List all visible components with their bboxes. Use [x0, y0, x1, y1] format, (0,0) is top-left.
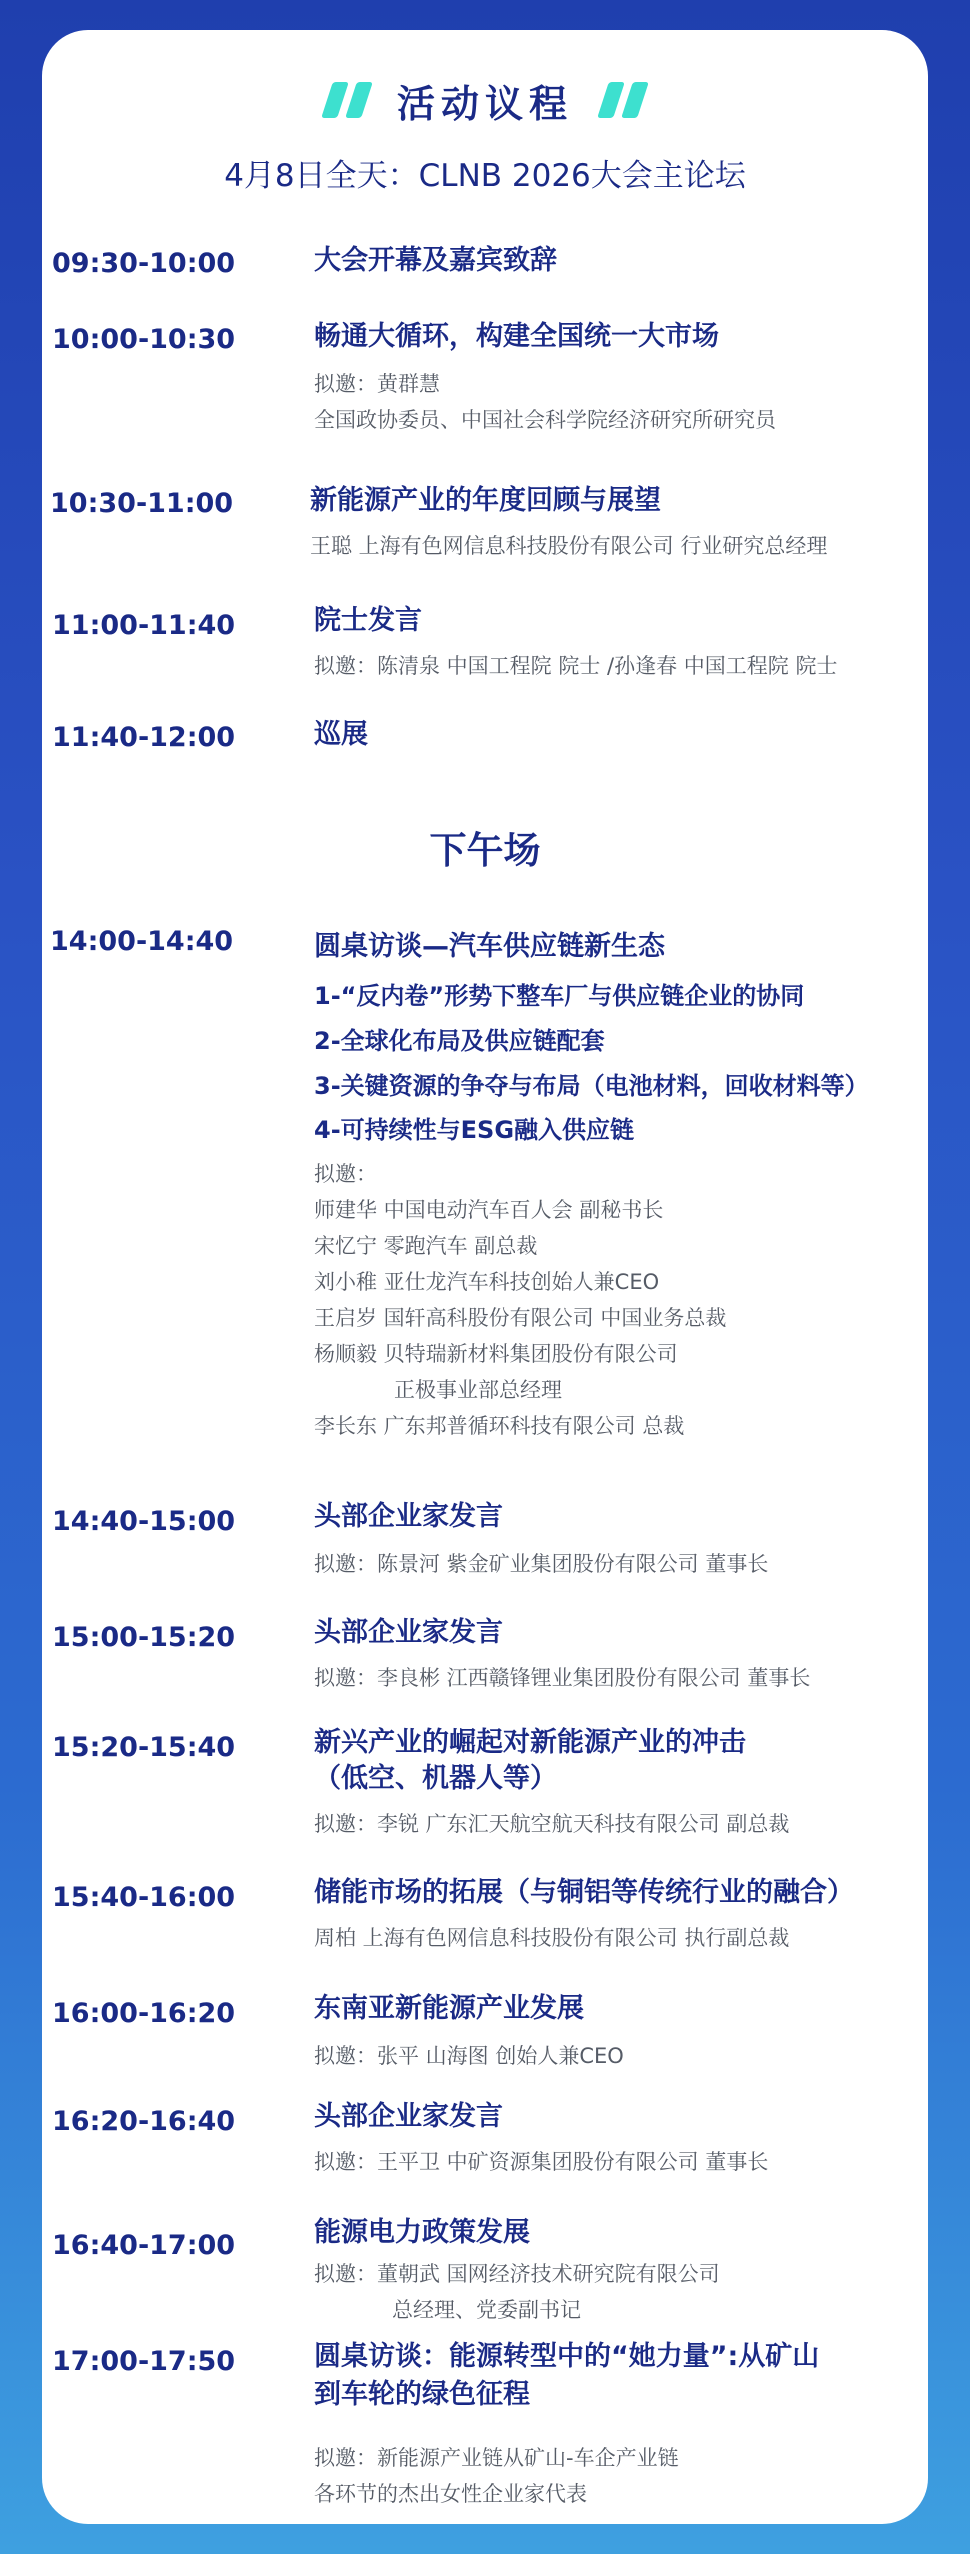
agenda-detail: 师建华 中国电动汽车百人会 副秘书长	[314, 1198, 664, 1222]
agenda-topic: 新兴产业的崛起对新能源产业的冲击	[314, 1727, 746, 1758]
agenda-detail: 拟邀：张平 山海图 创始人兼CEO	[314, 2044, 624, 2068]
left-slash-decoration	[327, 82, 367, 118]
agenda-time: 15:20-15:40	[52, 1732, 236, 1763]
right-slash-decoration	[603, 82, 643, 118]
agenda-subtopic: 2-全球化布局及供应链配套	[314, 1027, 605, 1055]
agenda-subtitle: 4月8日全天：CLNB 2026大会主论坛	[224, 158, 746, 194]
agenda-subtopic: 1-“反内卷”形势下整车厂与供应链企业的协同	[314, 982, 805, 1010]
agenda-title: 活动议程	[396, 81, 573, 126]
agenda-time: 16:20-16:40	[52, 2106, 236, 2137]
agenda-detail: 拟邀：王平卫 中矿资源集团股份有限公司 董事长	[314, 2150, 769, 2174]
agenda-time: 14:00-14:40	[50, 926, 234, 957]
agenda-topic: 能源电力政策发展	[314, 2217, 530, 2248]
agenda-detail: 拟邀：	[314, 1162, 377, 1186]
agenda-topic: 储能市场的拓展（与铜铝等传统行业的融合）	[314, 1877, 854, 1908]
agenda-header	[42, 70, 928, 195]
agenda-detail: 总经理、党委副书记	[392, 2298, 581, 2322]
agenda-detail: 杨顺毅 贝特瑞新材料集团股份有限公司	[314, 1342, 678, 1366]
agenda-detail: 拟邀：李锐 广东汇天航空航天科技有限公司 副总裁	[314, 1812, 790, 1836]
agenda-topic: 东南亚新能源产业发展	[314, 1993, 584, 2024]
agenda-time: 15:40-16:00	[52, 1882, 236, 1913]
agenda-detail: 拟邀：李良彬 江西赣锋锂业集团股份有限公司 董事长	[314, 1666, 811, 1690]
agenda-topic: 头部企业家发言	[314, 1501, 503, 1532]
agenda-topic: 头部企业家发言	[314, 2101, 503, 2132]
agenda-detail: 王聪 上海有色网信息科技股份有限公司 行业研究总经理	[310, 534, 828, 558]
agenda-topic: 巡展	[314, 719, 368, 750]
agenda-time: 14:40-15:00	[52, 1506, 236, 1537]
agenda-subtopic: 3-关键资源的争夺与布局（电池材料，回收材料等）	[314, 1072, 869, 1100]
agenda-topic: 大会开幕及嘉宾致辞	[314, 245, 557, 276]
agenda-time: 11:00-11:40	[52, 610, 236, 641]
agenda-detail: 全国政协委员、中国社会科学院经济研究所研究员	[314, 408, 776, 432]
agenda-detail: 拟邀：新能源产业链从矿山-车企产业链	[314, 2446, 679, 2470]
agenda-topic-line-2: 到车轮的绿色征程	[314, 2379, 530, 2410]
agenda-time: 16:40-17:00	[52, 2230, 236, 2261]
agenda-time: 17:00-17:50	[52, 2346, 236, 2377]
agenda-card	[42, 30, 928, 2524]
agenda-time: 09:30-10:00	[52, 248, 236, 279]
agenda-detail: 王启岁 国轩高科股份有限公司 中国业务总裁	[314, 1306, 727, 1330]
agenda-time: 16:00-16:20	[52, 1998, 236, 2029]
agenda-detail: 周柏 上海有色网信息科技股份有限公司 执行副总裁	[314, 1926, 790, 1950]
agenda-time: 10:30-11:00	[50, 488, 234, 519]
agenda-topic: 院士发言	[314, 605, 422, 636]
agenda-detail: 刘小稚 亚仕龙汽车科技创始人兼CEO	[314, 1270, 660, 1294]
agenda-detail: 拟邀：陈清泉 中国工程院 院士 /孙逢春 中国工程院 院士	[314, 654, 838, 678]
agenda-subtopic: 4-可持续性与ESG融入供应链	[314, 1116, 635, 1144]
agenda-detail: 拟邀：黄群慧	[314, 372, 440, 396]
agenda-detail: 李长东 广东邦普循环科技有限公司 总裁	[314, 1414, 685, 1438]
agenda-detail: 宋忆宁 零跑汽车 副总裁	[314, 1234, 538, 1258]
agenda-time: 10:00-10:30	[52, 324, 236, 355]
agenda-detail: 各环节的杰出女性企业家代表	[314, 2482, 587, 2506]
agenda-time: 15:00-15:20	[52, 1622, 236, 1653]
agenda-topic: 头部企业家发言	[314, 1617, 503, 1648]
afternoon-section-title: 下午场	[429, 829, 541, 872]
agenda-topic: 新能源产业的年度回顾与展望	[310, 485, 661, 516]
agenda-topic: 圆桌访谈：能源转型中的“她力量”:从矿山	[314, 2341, 820, 2372]
agenda-detail: 拟邀：陈景河 紫金矿业集团股份有限公司 董事长	[314, 1552, 769, 1576]
agenda-topic: 圆桌访谈—汽车供应链新生态	[314, 931, 665, 962]
agenda-detail: 拟邀：董朝武 国网经济技术研究院有限公司	[314, 2262, 720, 2286]
agenda-detail: 正极事业部总经理	[394, 1378, 562, 1402]
agenda-topic-line-2: （低空、机器人等）	[314, 1763, 557, 1794]
agenda-topic: 畅通大循环，构建全国统一大市场	[314, 321, 719, 352]
agenda-time: 11:40-12:00	[52, 722, 236, 753]
